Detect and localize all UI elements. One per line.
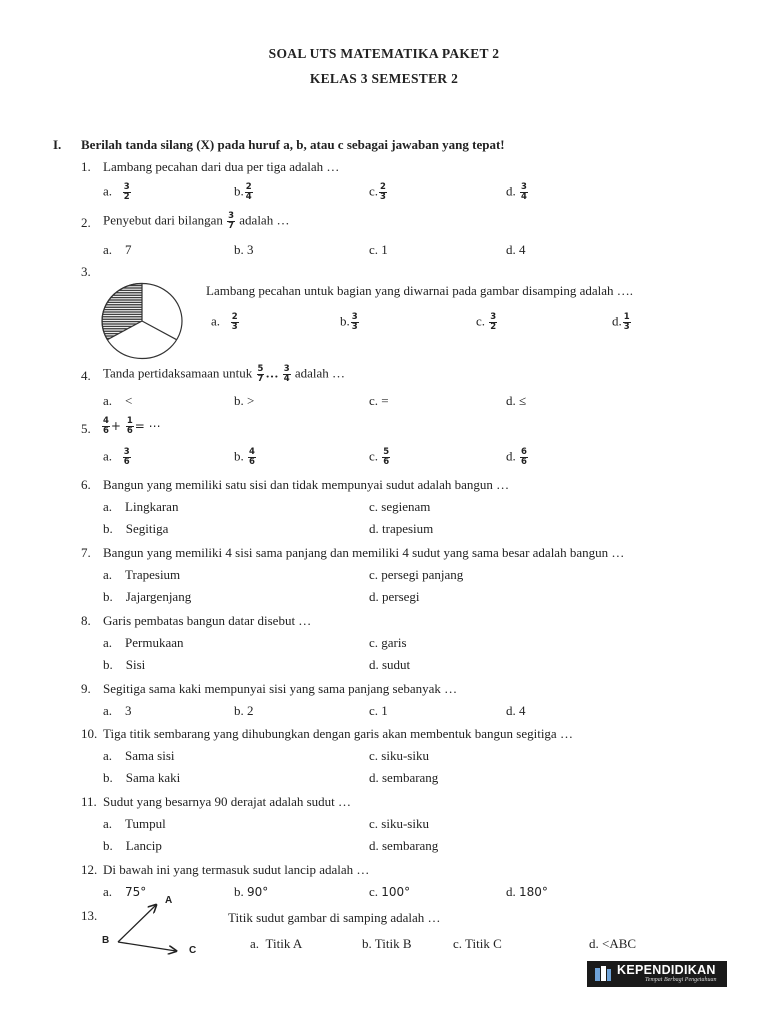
q7-option-c[interactable]: c. persegi panjang <box>369 567 464 582</box>
q7-option-a[interactable]: a. Trapesium <box>103 567 181 582</box>
q4-option-a[interactable]: a. < <box>103 393 133 408</box>
q11-option-d[interactable]: d. sembarang <box>369 838 439 853</box>
q12-option-b[interactable]: b. 90° <box>234 884 269 899</box>
q13-option-a[interactable]: a. Titik A <box>250 936 303 951</box>
question-13-number: 13. <box>81 908 98 923</box>
q10-option-c[interactable]: c. siku-siku <box>369 748 429 763</box>
point-c-label: C <box>189 945 197 956</box>
q5-option-d[interactable]: d. $\frac{6}{6}$ <box>506 447 527 467</box>
q1-option-b[interactable]: b. $\frac{2}{4}$ <box>234 182 252 202</box>
section-instruction: Berilah tanda silang (X) pada huruf a, b, atau c sebagai jawaban yang tepat! <box>81 137 505 152</box>
q12-option-d[interactable]: d. 180° <box>506 884 548 899</box>
question-6-text: Bangun yang memiliki satu sisi dan tidak mempunyai sudut adalah bangun … <box>103 477 510 492</box>
question-7-text: Bangun yang memiliki 4 sisi sama panjang dan memiliki 4 sudut yang sama besar adalah bangun … <box>103 545 625 560</box>
q5-option-c[interactable]: c. $\frac{5}{6}$ <box>369 447 390 467</box>
angle-abc-figure <box>110 896 190 956</box>
question-1-number: 1. <box>81 159 91 174</box>
question-12-text: Di bawah ini yang termasuk sudut lancip adalah … <box>103 862 370 877</box>
q13-option-b[interactable]: b. Titik B <box>362 936 412 951</box>
question-6-number: 6. <box>81 477 91 492</box>
question-2-number: 2. <box>81 215 91 230</box>
question-3-number: 3. <box>81 264 91 279</box>
kependidikan-logo <box>587 961 727 987</box>
question-8-text: Garis pembatas bangun datar disebut … <box>103 613 312 628</box>
q6-option-c[interactable]: c. segienam <box>369 499 431 514</box>
question-4-text: Tanda pertidaksamaan untuk $\frac{5}{7}$ … $\frac{3}{4}$ adalah … <box>103 364 346 384</box>
q4-option-b[interactable]: b. > <box>234 393 255 408</box>
q6-option-d[interactable]: d. trapesium <box>369 521 434 536</box>
q11-option-c[interactable]: c. siku-siku <box>369 816 429 831</box>
q10-option-b[interactable]: b. Sama kaki <box>103 770 181 785</box>
q9-option-d[interactable]: d. 4 <box>506 703 526 718</box>
question-2-text: Penyebut dari bilangan $\frac{3}{7}$ adalah … <box>103 211 290 231</box>
question-11-text: Sudut yang besarnya 90 derajat adalah sudut … <box>103 794 352 809</box>
q9-option-c[interactable]: c. 1 <box>369 703 388 718</box>
q12-option-a[interactable]: a. 75° <box>103 884 147 899</box>
q9-option-b[interactable]: b. 2 <box>234 703 254 718</box>
q2-option-c[interactable]: c. 1 <box>369 242 388 257</box>
question-8-number: 8. <box>81 613 91 628</box>
q3-option-c[interactable]: c. $\frac{3}{2}$ <box>476 312 497 332</box>
q1-option-c[interactable]: c. $\frac{2}{3}$ <box>369 182 386 202</box>
page-subtitle: KELAS 3 SEMESTER 2 <box>309 71 459 86</box>
q13-option-d[interactable]: d. <ABC <box>589 936 637 951</box>
shaded-circle-figure <box>100 282 184 360</box>
question-9-text: Segitiga sama kaki mempunyai sisi yang sama panjang sebanyak … <box>103 681 458 696</box>
q8-option-d[interactable]: d. sudut <box>369 657 411 672</box>
q12-option-c[interactable]: c. 100° <box>369 884 411 899</box>
q1-option-a[interactable]: a. $\frac{3}{2}$ <box>103 182 130 202</box>
question-9-number: 9. <box>81 681 91 696</box>
question-7-number: 7. <box>81 545 91 560</box>
book-icon <box>593 964 613 984</box>
q3-option-d[interactable]: d. $\frac{1}{3}$ <box>612 312 630 332</box>
question-3-text: Lambang pecahan untuk bagian yang diwarnai pada gambar disamping adalah …. <box>206 283 634 298</box>
question-11-number: 11. <box>81 794 97 809</box>
question-10-number: 10. <box>81 726 98 741</box>
question-5-number: 5. <box>81 421 91 436</box>
q8-option-c[interactable]: c. garis <box>369 635 407 650</box>
q7-option-b[interactable]: b. Jajargenjang <box>103 589 192 604</box>
logo-tagline: Tempat Berbagi Pengetahuan <box>645 977 717 983</box>
question-5-expression: $\frac{4}{6}$ + $\frac{1}{6}$ = ⋯ <box>103 416 161 436</box>
q8-option-b[interactable]: b. Sisi <box>103 657 146 672</box>
q10-option-a[interactable]: a. Sama sisi <box>103 748 175 763</box>
q11-option-a[interactable]: a. Tumpul <box>103 816 166 831</box>
q13-option-c[interactable]: c. Titik C <box>453 936 502 951</box>
q2-option-a[interactable]: a. 7 <box>103 242 132 257</box>
page-title: SOAL UTS MATEMATIKA PAKET 2 <box>268 46 500 61</box>
q9-option-a[interactable]: a. 3 <box>103 703 132 718</box>
question-13-text: Titik sudut gambar di samping adalah … <box>228 910 441 925</box>
q3-option-a[interactable]: a. $\frac{2}{3}$ <box>211 312 238 332</box>
question-1-text: Lambang pecahan dari dua per tiga adalah … <box>103 159 340 174</box>
question-10-text: Tiga titik sembarang yang dihubungkan dengan garis akan membentuk bangun segitiga … <box>103 726 573 741</box>
q5-option-a[interactable]: a. $\frac{3}{6}$ <box>103 447 130 467</box>
q5-option-b[interactable]: b. $\frac{4}{6}$ <box>234 447 255 467</box>
q8-option-a[interactable]: a. Permukaan <box>103 635 184 650</box>
q3-option-b[interactable]: b. $\frac{3}{3}$ <box>340 312 358 332</box>
q2-option-b[interactable]: b. 3 <box>234 242 254 257</box>
point-b-label: B <box>102 935 110 946</box>
q1-option-d[interactable]: d. $\frac{3}{4}$ <box>506 182 527 202</box>
question-4-number: 4. <box>81 368 91 383</box>
q4-option-c[interactable]: c. = <box>369 393 389 408</box>
q6-option-a[interactable]: a. Lingkaran <box>103 499 179 514</box>
logo-name: KEPENDIDIKAN <box>617 963 716 977</box>
q10-option-d[interactable]: d. sembarang <box>369 770 439 785</box>
question-12-number: 12. <box>81 862 98 877</box>
point-a-label: A <box>165 895 173 906</box>
q11-option-b[interactable]: b. Lancip <box>103 838 162 853</box>
q7-option-d[interactable]: d. persegi <box>369 589 420 604</box>
q2-option-d[interactable]: d. 4 <box>506 242 526 257</box>
q4-option-d[interactable]: d. ≤ <box>506 393 527 408</box>
section-number: I. <box>53 137 62 152</box>
q6-option-b[interactable]: b. Segitiga <box>103 521 169 536</box>
